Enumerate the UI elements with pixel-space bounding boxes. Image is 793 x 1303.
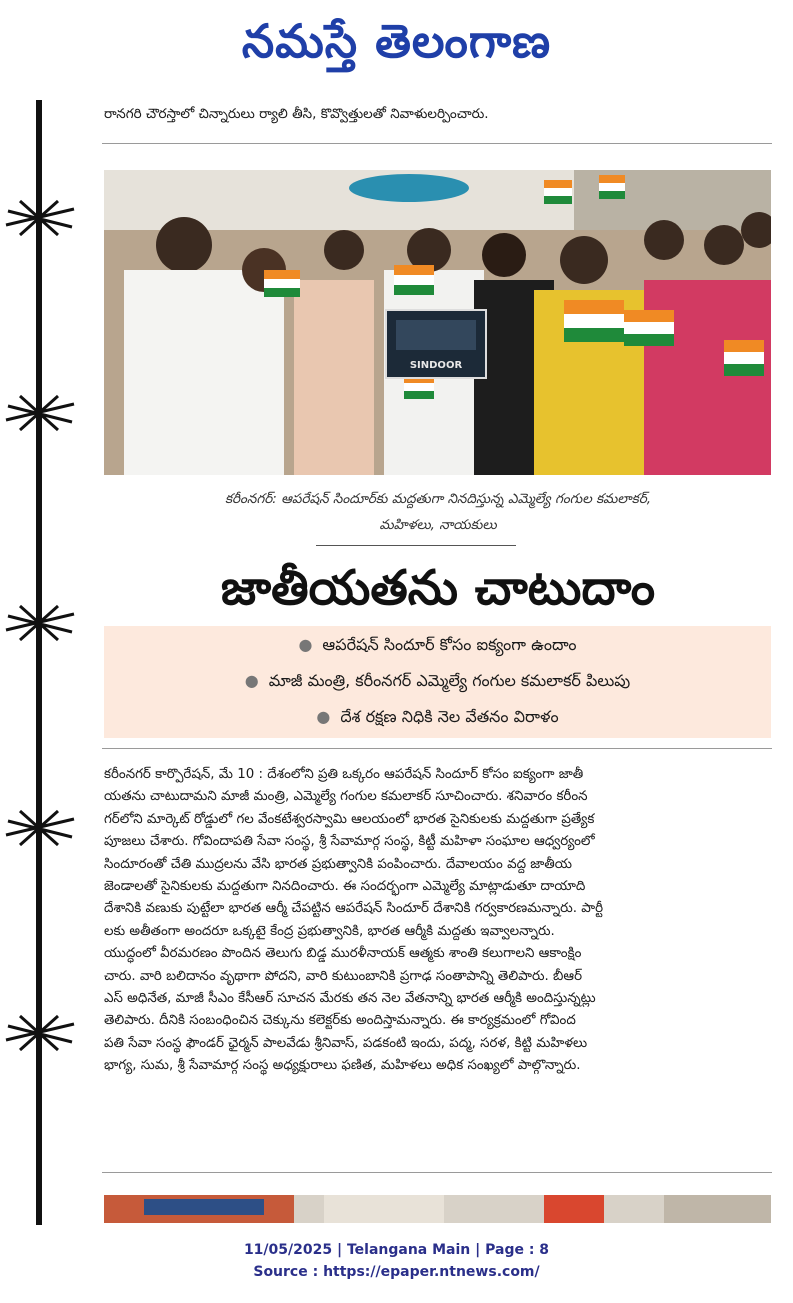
divider	[102, 1172, 772, 1173]
body-line: యతను చాటుదామని మాజీ మంత్రి, ఎమ్మెల్యే గంగుల కమలాకర్ సూచించారు. శనివారం కరీంన	[104, 789, 588, 805]
footer-date-edition: 11/05/2025 | Telangana Main | Page : 8	[243, 1242, 550, 1258]
newspaper-masthead: నమస్తే తెలంగాణ	[241, 14, 552, 68]
next-article-photo-strip	[104, 1195, 771, 1223]
body-line: పతి సేవా సంస్థ ఫౌండర్ ఛైర్మన్ పాలవేడు శ్రీనివాస్, పడకంటి ఇందు, పద్మ, సరళ, కిట్టి మహిళలు	[104, 1035, 588, 1051]
lead-in-line: రానగరి చౌరస్తాలో చిన్నారులు ర్యాలి తీసి, కొవ్వొత్తులతో నివాళులర్పించారు.	[104, 106, 489, 122]
barbed-wire-decoration	[0, 100, 80, 1225]
body-line: ఎస్ అధినేత, మాజీ సీఎం కేసీఆర్ సూచన మేరకు తన నెల వేతనాన్ని భారత ఆర్మీకి అందిస్తున్నట్లు	[104, 991, 596, 1007]
body-line: చారు. వారి బలిదానం వృథాగా పోదని, వారి కుటుంబానికి ప్రగాఢ సంతాపాన్ని తెలిపారు. బీఆర్	[104, 968, 583, 984]
article-headline: జాతీయతను చాటుదాం	[220, 560, 656, 616]
body-line: గర్‌లోని మార్కెట్ రోడ్డులో గల వేంకటేశ్వరస్వామి ఆలయంలో భారత సైనికులకు మద్దతుగా ప్రత్యేక	[104, 811, 595, 827]
body-line: జెండాలతో సైనికులకు మద్దతుగా నినదించారు. ఈ సందర్భంగా ఎమ్మెల్యే మాట్లాడుతూ దాయాది	[104, 879, 586, 895]
bullet-dot-icon: ●	[244, 671, 259, 690]
divider	[102, 143, 772, 144]
bullet-dot-icon: ●	[316, 707, 331, 726]
body-line: లకు అతీతంగా అందరూ ఒక్కటై కేంద్ర ప్రభుత్వానికి, భారత ఆర్మీకి మద్దతు ఇవ్వాలన్నారు.	[104, 923, 555, 939]
article-body	[104, 764, 772, 1078]
body-line: యుద్ధంలో వీరమరణం పొందిన తెలుగు బిడ్డ మురళీనాయక్ ఆత్మకు శాంతి కలుగాలని ఆకాంక్షిం	[104, 946, 582, 962]
caption-underline	[316, 545, 516, 546]
body-line: దేశానికి వణుకు పుట్టేలా భారత ఆర్మీ చేపట్టిన ఆపరేషన్ సిందూర్ దేశానికి గర్వకారణమన్నారు. పార్టీ	[104, 901, 604, 917]
highlights-box	[104, 626, 771, 738]
highlight-item: ● మాజీ మంత్రి, కరీంనగర్ ఎమ్మెల్యే గంగుల కమలాకర్ పిలుపు	[244, 671, 631, 690]
body-line: కరీంనగర్ కార్పొరేషన్, మే 10 : దేశంలోని ప్రతి ఒక్కరం ఆపరేషన్ సిందూర్ కోసం ఐక్యంగా జాతీ	[104, 767, 584, 782]
news-photo	[104, 170, 771, 475]
caption-line-2: మహిళలు, నాయకులు	[379, 517, 497, 533]
highlight-item: ● ఆపరేషన్ సిందూర్ కోసం ఐక్యంగా ఉందాం	[298, 635, 577, 654]
body-line: పూజలు చేశారు. గోవిందాపతి సేవా సంస్థ, శ్రీ సేవామార్గ సంస్థ, కిట్టీ మహిళా సంఘాల ఆధ్వర్యంలో	[104, 834, 595, 850]
photo-caption	[104, 486, 772, 538]
bullet-dot-icon: ●	[298, 635, 313, 654]
footer-source-link[interactable]: Source : https://epaper.ntnews.com/	[253, 1264, 540, 1280]
caption-line-1: కరీంనగర్: ఆపరేషన్ సిందూర్‌కు మద్దతుగా నినదిస్తున్న ఎమ్మెల్యే గంగుల కమలాకర్,	[225, 491, 651, 507]
body-line: భాగ్య, సుమ, శ్రీ సేవామార్గ సంస్థ అధ్యక్షురాలు ఫణిత, మహిళలు అధిక సంఖ్యలో పాల్గొన్నారు.	[104, 1058, 581, 1074]
divider	[102, 748, 772, 749]
body-line: సిందూరంతో చేతి ముద్రలను వేసి భారత ప్రభుత్వానికి పంపించారు. దేవాలయం వద్ద జాతీయ	[104, 856, 572, 872]
body-line: తెలిపారు. దీనికి సంబంధించిన చెక్కును కలెక్టర్‌కు అందిస్తామన్నారు. ఈ కార్యక్రమంలో గోవింద	[104, 1013, 576, 1029]
highlight-item: ● దేశ రక్షణ నిధికి నెల వేతనం విరాళం	[316, 707, 559, 726]
poster-sign-text: SINDOOR	[409, 360, 463, 371]
